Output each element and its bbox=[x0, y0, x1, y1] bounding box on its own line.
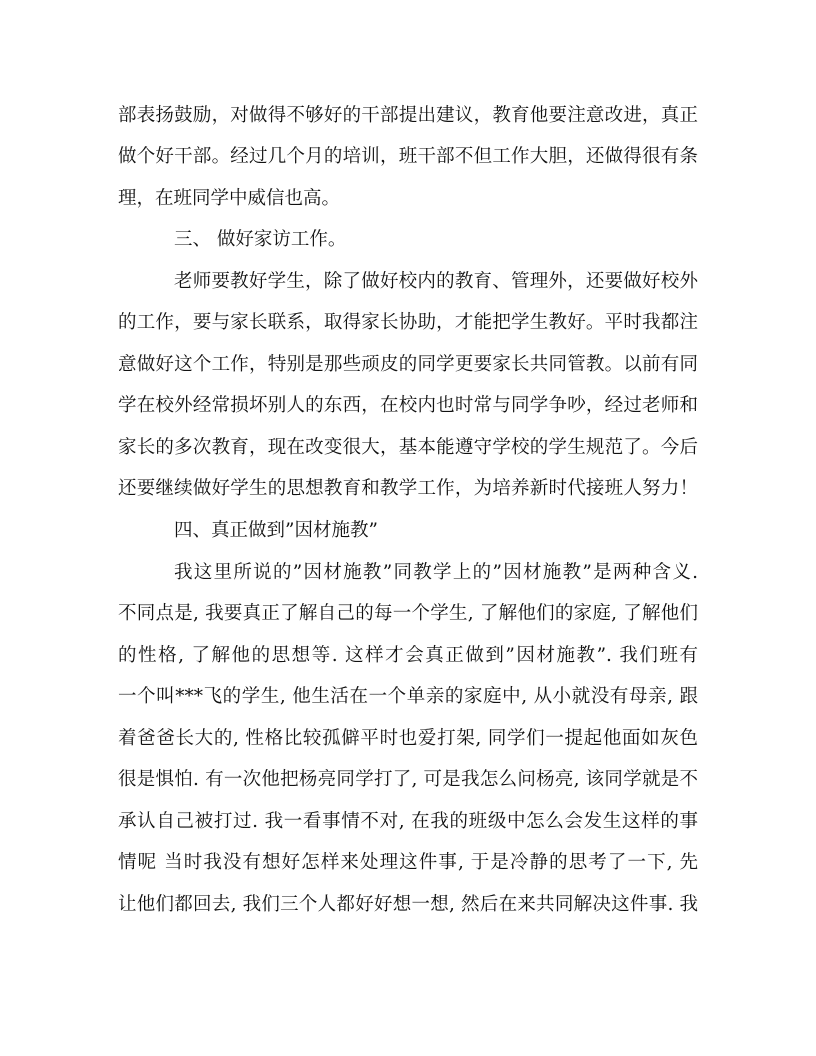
paragraph-line: 一个叫***飞的学生, 他生活在一个单亲的家庭中, 从小就没有母亲, 跟 bbox=[118, 686, 698, 707]
section-heading: 四、真正做到”因材施教” bbox=[174, 520, 378, 541]
paragraph-line: 的工作，要与家长联系，取得家长协助，才能把学生教好。平时我都注 bbox=[118, 312, 698, 333]
paragraph-line: 老师要教好学生，除了做好校内的教育、管理外，还要做好校外 bbox=[174, 271, 698, 292]
paragraph-line: 的性格, 了解他的思想等. 这样才会真正做到”因材施教”. 我们班有 bbox=[118, 645, 698, 666]
section-heading: 三、 做好家访工作。 bbox=[174, 229, 347, 250]
paragraph-line: 家长的多次教育，现在改变很大，基本能遵守学校的学生规范了。今后 bbox=[118, 437, 698, 458]
paragraph-line: 学在校外经常损坏别人的东西，在校内也时常与同学争吵，经过老师和 bbox=[118, 395, 698, 416]
paragraph-line: 很是惧怕. 有一次他把杨亮同学打了, 可是我怎么问杨亮, 该同学就是不 bbox=[118, 769, 698, 790]
paragraph-line: 理，在班同学中威信也高。 bbox=[118, 188, 341, 209]
paragraph-line: 着爸爸长大的, 性格比较孤僻平时也爱打架, 同学们一提起他面如灰色 bbox=[118, 728, 698, 749]
paragraph-line: 意做好这个工作，特别是那些顽皮的同学更要家长共同管教。以前有同 bbox=[118, 354, 698, 375]
paragraph-line: 不同点是, 我要真正了解自己的每一个学生, 了解他们的家庭, 了解他们 bbox=[118, 603, 698, 624]
paragraph-line: 承认自己被打过. 我一看事情不对, 在我的班级中怎么会发生这样的事 bbox=[118, 811, 698, 832]
paragraph-line: 情呢 当时我没有想好怎样来处理这件事, 于是冷静的思考了一下, 先 bbox=[118, 852, 698, 873]
paragraph-line: 做个好干部。经过几个月的培训，班干部不但工作大胆，还做得很有条 bbox=[118, 146, 698, 167]
paragraph-line: 我这里所说的”因材施教”同教学上的”因材施教”是两种含义. bbox=[174, 562, 698, 583]
paragraph-line: 还要继续做好学生的思想教育和教学工作，为培养新时代接班人努力！ bbox=[118, 478, 698, 499]
paragraph-line: 部表扬鼓励，对做得不够好的干部提出建议，教育他要注意改进，真正 bbox=[118, 105, 698, 126]
paragraph-line: 让他们都回去, 我们三个人都好好想一想, 然后在来共同解决这件事. 我 bbox=[118, 894, 698, 915]
